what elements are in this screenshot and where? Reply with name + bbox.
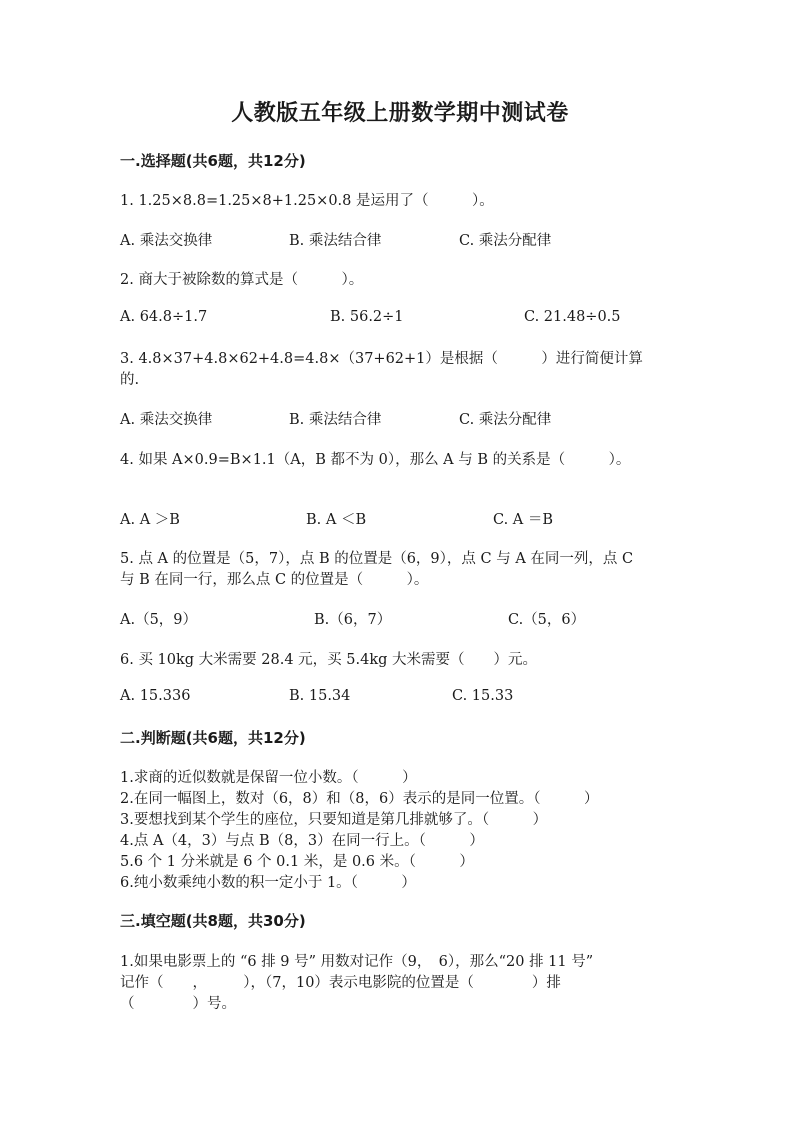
q5-option-b: B.（6，7）	[314, 612, 392, 628]
judgment-item-4: 4.点 A（4，3）与点 B（8，3）在同一行上。（ ）	[120, 833, 484, 849]
judgment-item-6: 6.纯小数乘纯小数的积一定小于 1。（ ）	[120, 875, 416, 891]
question-5-line1: 5. 点 A 的位置是（5，7），点 B 的位置是（6，9），点 C 与 A 在同一列，点 C	[120, 551, 634, 567]
q6-option-c: C. 15.33	[452, 688, 514, 704]
question-1-text: 1. 1.25×8.8=1.25×8+1.25×0.8 是运用了（ ）。	[120, 193, 494, 209]
q4-option-c: C. A ＝B	[493, 512, 554, 528]
q2-option-b: B. 56.2÷1	[330, 309, 404, 325]
q3-option-a: A. 乘法交换律	[120, 412, 213, 428]
judgment-item-5: 5.6 个 1 分米就是 6 个 0.1 米，是 0.6 米。（ ）	[120, 854, 474, 870]
question-2-text: 2. 商大于被除数的算式是（ ）。	[120, 272, 364, 288]
question-6-text: 6. 买 10kg 大米需要 28.4 元，买 5.4kg 大米需要（ ）元。	[120, 652, 538, 668]
q2-option-c: C. 21.48÷0.5	[524, 309, 621, 325]
question-5-line2: 与 B 在同一行，那么点 C 的位置是（ ）。	[120, 572, 429, 588]
q2-option-a: A. 64.8÷1.7	[120, 309, 208, 325]
judgment-item-3: 3.要想找到某个学生的座位，只要知道是第几排就够了。（ ）	[120, 812, 548, 828]
q3-option-c: C. 乘法分配律	[459, 412, 552, 428]
judgment-item-1: 1.求商的近似数就是保留一位小数。（ ）	[120, 770, 417, 786]
section-heading-choice: 一.选择题(共6题，共12分)	[120, 152, 306, 170]
q6-option-b: B. 15.34	[289, 688, 351, 704]
q3-option-b: B. 乘法结合律	[289, 412, 382, 428]
question-3-line1: 3. 4.8×37+4.8×62+4.8=4.8×（37+62+1）是根据（ ）进行简便计算	[120, 351, 643, 367]
q5-option-a: A.（5，9）	[120, 612, 198, 628]
q5-option-c: C.（5，6）	[508, 612, 586, 628]
q4-option-b: B. A ＜B	[306, 512, 367, 528]
fill-question-1-line2: 记作（ ， ），（7，10）表示电影院的位置是（ ）排	[120, 975, 561, 991]
q1-option-c: C. 乘法分配律	[459, 233, 552, 249]
section-heading-judgment: 二.判断题(共6题，共12分)	[120, 729, 306, 747]
page-title: 人教版五年级上册数学期中测试卷	[231, 101, 569, 126]
q1-option-b: B. 乘法结合律	[289, 233, 382, 249]
q1-option-a: A. 乘法交换律	[120, 233, 213, 249]
section-heading-fill-blank: 三.填空题(共8题，共30分)	[120, 912, 306, 930]
fill-question-1-line3: （ ）号。	[120, 996, 236, 1012]
q4-option-a: A. A ＞B	[120, 512, 180, 528]
question-3-line2: 的.	[120, 372, 140, 388]
judgment-item-2: 2.在同一幅图上，数对（6，8）和（8，6）表示的是同一位置。（ ）	[120, 791, 599, 807]
q6-option-a: A. 15.336	[120, 688, 191, 704]
question-4-text: 4. 如果 A×0.9=B×1.1（A，B 都不为 0），那么 A 与 B 的关系是（ ）。	[120, 452, 631, 468]
fill-question-1-line1: 1.如果电影票上的 “6 排 9 号” 用数对记作（9， 6），那么“20 排 11 号”	[120, 954, 594, 970]
